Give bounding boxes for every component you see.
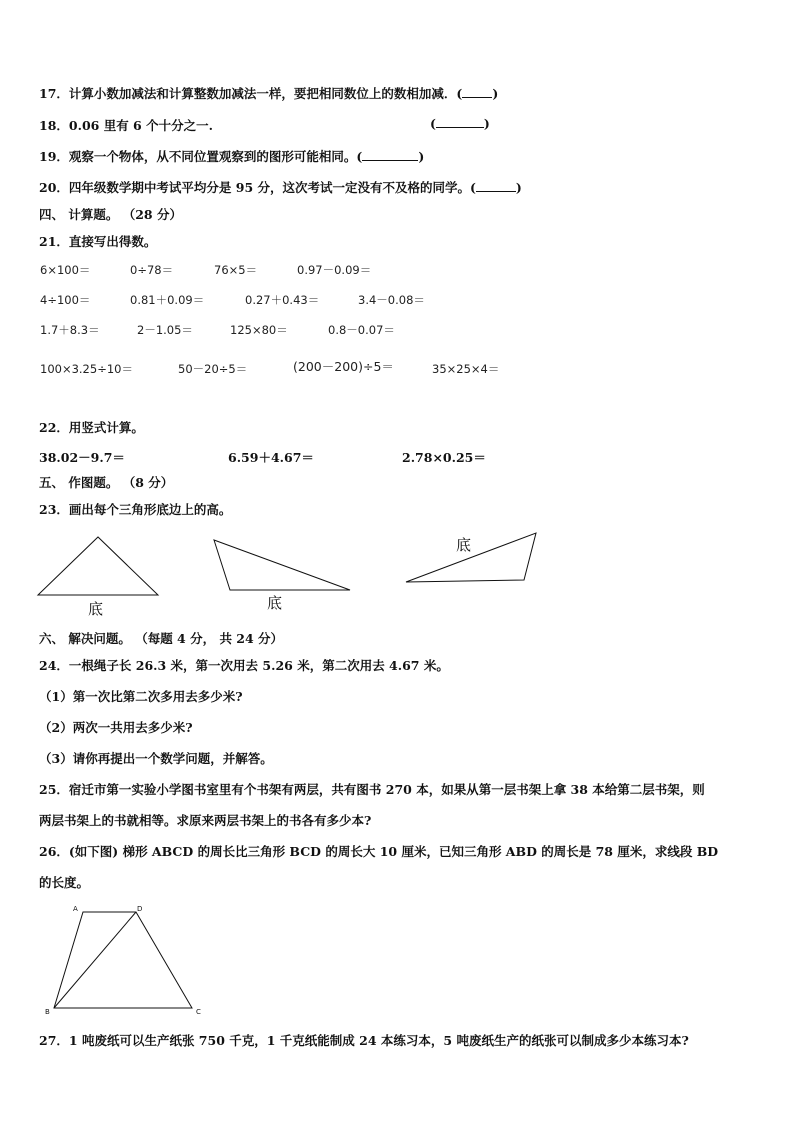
answer-blank[interactable] <box>362 149 418 161</box>
question-21: 21．直接写出得数。 <box>39 234 157 249</box>
question-27: 27．1 吨废纸可以生产纸张 750 千克，1 千克纸能制成 24 本练习本，5 吨废纸生产的纸张可以制成多少本练习本? <box>39 1033 689 1048</box>
calc-item: 0.27＋0.43＝ <box>245 293 320 307</box>
question-24-part-3: （3）请你再提出一个数学问题，并解答。 <box>39 751 273 766</box>
paren-close: ) <box>515 180 522 195</box>
calc-item: 35×25×4＝ <box>432 362 500 376</box>
paren-close: ) <box>418 149 425 164</box>
calc-item: 50－20÷5＝ <box>178 362 248 376</box>
calc-item: 6×100＝ <box>40 263 91 277</box>
vertex-c-label: C <box>196 1008 201 1016</box>
calc-item: 4÷100＝ <box>40 293 91 307</box>
question-19-text: 19．观察一个物体，从不同位置观察到的图形可能相同。( <box>39 149 363 164</box>
question-18-answer <box>430 116 490 131</box>
base-label: 底 <box>88 600 104 618</box>
question-25-line-1: 25．宿迁市第一实验小学图书室里有个书架有两层，共有图书 270 本，如果从第一层书架上拿 38 本给第二层书架，则 <box>39 782 705 797</box>
calc-item: 76×5＝ <box>214 263 258 277</box>
paren-close: ) <box>483 116 490 131</box>
answer-blank[interactable] <box>462 86 492 98</box>
calc-item: 0.8－0.07＝ <box>328 323 395 337</box>
calc-item: 0.97－0.09＝ <box>297 263 372 277</box>
question-25-line-2: 两层书架上的书就相等。求原来两层书架上的书各有多少本? <box>39 813 372 828</box>
base-label: 底 <box>267 594 283 612</box>
vertex-d-label: D <box>137 905 143 913</box>
question-22: 22．用竖式计算。 <box>39 420 144 435</box>
question-18-text: 18．0.06 里有 6 个十分之一. <box>39 118 213 133</box>
base-label: 底 <box>456 536 472 554</box>
section-6-heading: 六、 解决问题。 （每题 4 分， 共 24 分） <box>39 631 284 646</box>
paren-open: ( <box>430 116 436 131</box>
section-4-heading: 四、 计算题。 （28 分） <box>39 207 182 222</box>
paren-close: ) <box>492 86 499 101</box>
question-26-line-2: 的长度。 <box>39 875 90 890</box>
vertical-calc: 38.02－9.7＝ <box>39 450 125 465</box>
question-24-part-2: （2）两次一共用去多少米? <box>39 720 193 735</box>
calc-item: 0÷78＝ <box>130 263 174 277</box>
section-5-heading: 五、 作图题。 （8 分） <box>39 475 174 490</box>
calc-item: 0.81＋0.09＝ <box>130 293 205 307</box>
vertex-b-label: B <box>45 1008 50 1016</box>
triangle-figure-1 <box>36 535 166 619</box>
calc-item: 2－1.05＝ <box>137 323 193 337</box>
question-24: 24．一根绳子长 26.3 米，第一次用去 5.26 米，第二次用去 4.67 米。 <box>39 658 449 673</box>
question-19 <box>39 147 424 165</box>
question-26-line-1: 26．(如下图) 梯形 ABCD 的周长比三角形 BCD 的周长大 10 厘米，已知三角形 ABD 的周长是 78 厘米，求线段 BD <box>39 844 719 859</box>
vertex-a-label: A <box>73 905 78 913</box>
trapezoid-figure <box>40 902 210 1017</box>
calc-item: 1.7＋8.3＝ <box>40 323 100 337</box>
question-17-text: 17．计算小数加减法和计算整数加减法一样，要把相同数位上的数相加减．( <box>39 86 463 101</box>
answer-blank[interactable] <box>436 116 484 128</box>
calc-item: 3.4－0.08＝ <box>358 293 425 307</box>
triangle-figure-3 <box>400 530 545 590</box>
vertical-calc: 6.59＋4.67＝ <box>228 450 314 465</box>
calc-item: (200－200)÷5＝ <box>293 359 394 374</box>
question-20-text: 20．四年级数学期中考试平均分是 95 分，这次考试一定没有不及格的同学。( <box>39 180 476 195</box>
calc-item: 125×80＝ <box>230 323 288 337</box>
question-20 <box>39 178 522 196</box>
question-24-part-1: （1）第一次比第二次多用去多少米? <box>39 689 243 704</box>
calc-item: 100×3.25÷10＝ <box>40 362 133 376</box>
answer-blank[interactable] <box>476 180 516 192</box>
question-23: 23．画出每个三角形底边上的高。 <box>39 502 232 517</box>
question-17 <box>39 84 498 102</box>
triangle-figure-2 <box>210 536 355 616</box>
question-18 <box>39 116 213 134</box>
vertical-calc: 2.78×0.25＝ <box>402 450 486 465</box>
